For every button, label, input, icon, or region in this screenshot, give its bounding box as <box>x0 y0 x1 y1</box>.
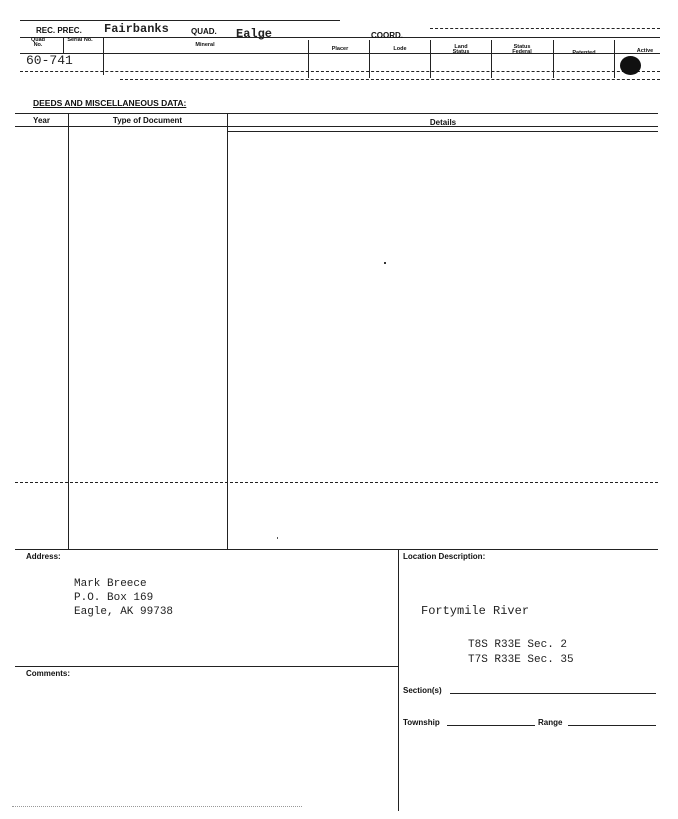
header-top-line <box>20 20 340 21</box>
header-top-line-dashed <box>430 28 660 29</box>
location-place: Fortymile River <box>421 604 530 618</box>
deeds-header-top-line <box>15 113 658 114</box>
header-divider-mineral <box>308 40 309 78</box>
header-divider-land <box>491 40 492 78</box>
deeds-dashed-separator <box>15 482 658 483</box>
header-bottom-dashed-line-2 <box>120 79 660 80</box>
land-status-label: Land Status <box>452 44 470 55</box>
deeds-divider-year <box>68 113 69 549</box>
rec-prec-label: REC. PREC. <box>36 26 82 35</box>
active-label: Active <box>636 48 654 54</box>
header-divider-status <box>553 40 554 78</box>
header-divider-serial <box>103 37 104 75</box>
header-divider-placer <box>369 40 370 78</box>
header-divider-patented <box>614 40 615 78</box>
col-year-header: Year <box>33 116 50 125</box>
quad-no-label: Quad No. <box>30 37 46 48</box>
address-comments-divider <box>15 666 398 667</box>
stray-mark <box>277 537 278 539</box>
col-details-header: Details <box>429 118 457 127</box>
quad-label: QUAD. <box>191 27 217 36</box>
sections-label: Section(s) <box>403 686 442 695</box>
location-line-2: T7S R33E Sec. 35 <box>468 654 574 666</box>
header-divider-quadno <box>63 37 64 53</box>
deeds-details-underline <box>228 131 658 132</box>
address-line-2: P.O. Box 169 <box>74 592 154 604</box>
stray-mark <box>384 262 386 264</box>
address-label: Address: <box>26 552 61 561</box>
quad-value: Ealge <box>236 27 273 41</box>
quad-serial-value: 60-741 <box>26 53 73 68</box>
address-line-3: Eagle, AK 99738 <box>74 606 174 618</box>
location-description-label: Location Description: <box>403 552 486 561</box>
header-bottom-dashed-line <box>20 71 660 72</box>
header-row-line-1 <box>20 37 660 38</box>
header-divider-lode <box>430 40 431 78</box>
patented-label: Patented <box>572 50 596 56</box>
range-label: Range <box>538 718 563 727</box>
status-federal-label: Status Federal <box>512 44 532 55</box>
coord-label: COORD. <box>371 31 403 40</box>
placer-label: Placer <box>331 46 349 52</box>
comments-label: Comments: <box>26 669 71 678</box>
serial-no-label: Serial No. <box>67 37 93 43</box>
range-underline <box>568 725 656 726</box>
col-type-header: Type of Document <box>112 116 183 125</box>
location-line-1: T8S R33E Sec. 2 <box>468 639 568 651</box>
lower-section-top-line <box>15 549 658 550</box>
rec-prec-value: Fairbanks <box>104 22 169 36</box>
township-label: Township <box>403 718 440 727</box>
scan-noise <box>12 806 302 807</box>
sections-underline <box>450 693 656 694</box>
deeds-divider-type <box>227 113 228 549</box>
deeds-section-title: DEEDS AND MISCELLANEOUS DATA: <box>33 98 187 108</box>
active-dot <box>620 56 641 75</box>
lode-label: Lode <box>393 46 407 52</box>
address-line-1: Mark Breece <box>74 578 147 590</box>
lower-section-divider <box>398 549 399 811</box>
mineral-label: Mineral <box>195 42 215 48</box>
township-underline <box>447 725 535 726</box>
